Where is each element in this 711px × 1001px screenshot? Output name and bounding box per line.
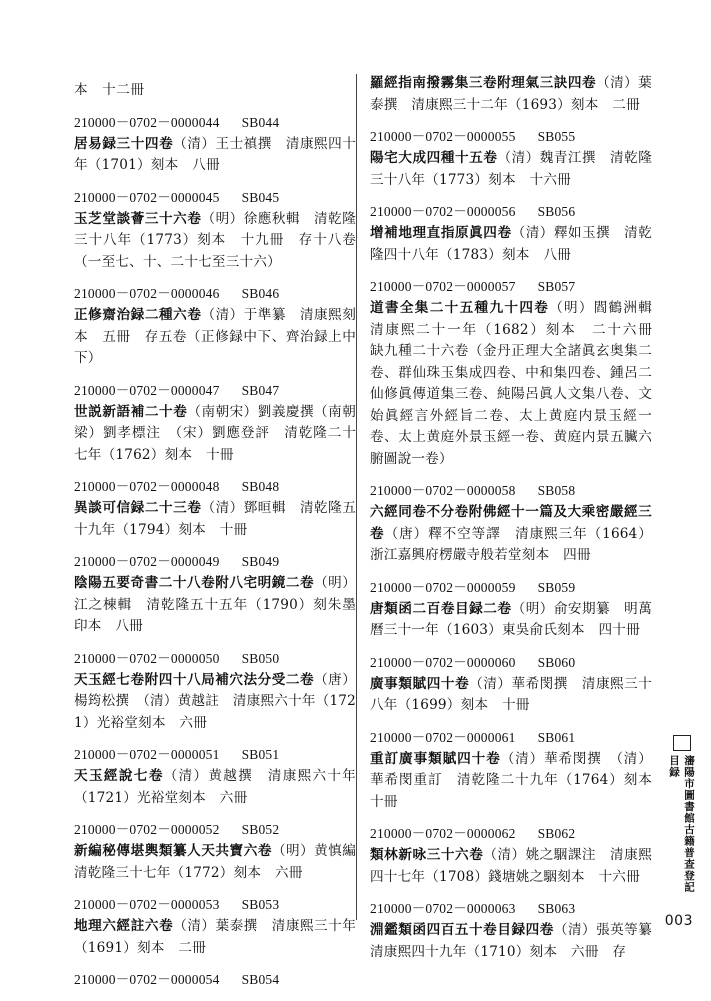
entry-body [370, 749, 666, 814]
entry-sb: SB053 [241, 897, 280, 912]
entry-sb: SB049 [241, 554, 280, 569]
catalog-entry [74, 380, 356, 467]
entry-code: 210000－0702－0000058 [370, 483, 516, 498]
catalog-entry [370, 126, 652, 191]
catalog-entry [74, 744, 356, 809]
entry-title: 玉芝堂談薈三十六卷 [74, 210, 202, 227]
catalog-entry [74, 187, 356, 274]
entry-details: （清）王士禛撰 清康熙四十年（1701）刻本 八冊 [74, 135, 356, 173]
entry-body [370, 674, 652, 717]
entry-code-line [370, 276, 652, 298]
entry-title: 正修齋治録二種六卷 [74, 307, 202, 323]
entry-details: （清）魏青江撰 清乾隆三十八年（1773）刻本 十六冊 [370, 150, 652, 188]
entry-body [370, 845, 652, 888]
entry-details: （唐）釋不空等譯 清康熙三年（1664）浙江嘉興府楞嚴寺般若堂刻本 四冊 [370, 525, 652, 563]
entry-details: （清）鄧晅輯 清乾隆五十九年（1794）刻本 十冊 [74, 500, 356, 538]
entry-title: 唐類函二百卷目録二卷 [370, 600, 512, 617]
entry-sb: SB045 [241, 189, 280, 205]
entry-details: （明）俞安期纂 明萬曆三十一年（1603）東吳俞氏刻本 四十冊 [370, 600, 653, 638]
entry-code-line [370, 126, 652, 148]
catalog-entry [74, 969, 356, 991]
entry-body [370, 148, 652, 191]
entry-code-line [74, 969, 356, 991]
entry-details: （唐）楊筠松撰 （清）黄越註 清康熙六十年（1721）光裕堂刻本 六冊 [74, 671, 356, 731]
entry-code-line [74, 187, 356, 209]
entry-code: 210000－0702－0000056 [370, 204, 516, 219]
entry-code-line [74, 551, 356, 573]
entry-details: （清）釋如玉撰 清乾隆四十八年（1783）刻本 八冊 [370, 225, 653, 263]
entry-body [74, 134, 356, 177]
entry-title: 地理六經註六卷 [74, 918, 174, 934]
entry-code: 210000－0702－0000061 [370, 729, 516, 745]
entry-sb: SB062 [537, 826, 576, 841]
catalog-entry [370, 727, 666, 814]
entry-code-line [74, 744, 356, 766]
catalog-entry [370, 577, 652, 642]
entry-code: 210000－0702－0000059 [370, 579, 516, 595]
entry-title: 居易録三十四卷 [74, 135, 174, 152]
catalog-entry [370, 652, 652, 717]
entry-sb: SB059 [537, 579, 576, 595]
right-column [370, 73, 666, 973]
catalog-entry [370, 898, 666, 963]
entry-body [74, 498, 356, 541]
entry-body [74, 766, 356, 809]
entry-sb: SB048 [241, 479, 280, 494]
entry-sb: SB052 [241, 822, 280, 837]
entry-code-line [370, 727, 652, 749]
entry-code-line [370, 480, 652, 502]
entry-title: 異談可信録二十三卷 [74, 500, 202, 516]
entry-code: 210000－0702－0000063 [370, 901, 516, 916]
entry-body [370, 920, 666, 963]
entry-sb: SB047 [241, 382, 280, 398]
entry-code-line [74, 283, 356, 305]
entry-code: 210000－0702－0000054 [74, 972, 220, 987]
entry-body [74, 573, 356, 638]
entry-details: （南朝宋）劉義慶撰（南朝梁）劉孝標注 （宋）劉應登評 清乾隆二十七年（1762）刻本 十冊 [74, 403, 356, 463]
catalog-entry [370, 480, 652, 567]
entry-body [74, 209, 356, 274]
entry-title: 陰陽五要奇書二十八卷附八宅明鏡二卷 [74, 575, 315, 591]
entry-body [74, 670, 356, 735]
entry-body [74, 916, 356, 959]
entry-details: （明）徐應秋輯 清乾隆三十八年（1773）刻本 十九冊 存十八卷（一至七、十、二十七至三十六） [74, 210, 356, 270]
entry-code: 210000－0702－0000051 [74, 747, 220, 762]
entry-code: 210000－0702－0000046 [74, 286, 220, 301]
entry-sb: SB046 [241, 286, 280, 301]
entry-details: （清）葉泰撰 清康熙三十二年（1693）刻本 二冊 [370, 75, 652, 113]
catalog-entry [74, 551, 356, 638]
entry-body [370, 599, 652, 642]
entry-details: （清）黄越撰 清康熙六十年（1721）光裕堂刻本 六冊 [74, 768, 356, 806]
entry-sb: SB055 [537, 129, 576, 144]
entry-title: 世説新語補二十卷 [74, 403, 188, 420]
continuation-text: 本 十二冊 [74, 82, 145, 98]
entry-title: 新編秘傳堪輿類纂人天共寶六卷 [74, 843, 272, 859]
entry-details: （清）姚之駰課注 清康熙四十七年（1708）錢塘姚之駰刻本 十六冊 [370, 847, 652, 885]
entry-title: 重訂廣事類賦四十卷 [370, 750, 501, 767]
entry-body [74, 841, 370, 884]
entry-sb: SB057 [537, 279, 576, 294]
entry-title: 羅經指南撥霧集三卷附理氣三訣四卷 [370, 75, 597, 91]
entry-code-line [370, 823, 652, 845]
entry-title: 六經同卷不分卷附佛經十一篇及大乘密嚴經三卷 [370, 504, 652, 542]
entry-code: 210000－0702－0000060 [370, 654, 516, 670]
catalog-entry [74, 894, 356, 959]
entry-title: 道書全集二十五種九十四卷 [370, 300, 550, 316]
entry-code: 210000－0702－0000049 [74, 554, 220, 569]
entry-details: （明）閻鶴洲輯 清康熙二十一年（1682）刻本 二十六冊 缺九種二十六卷（金丹正理大全諸眞玄奥集二卷、群仙珠玉集成四卷、中和集四卷、鍾呂二仙修眞傳道集三卷、純陽呂眞人文集八卷、文始眞經言外經旨二卷、太上黄庭内景玉經一卷、太上黄庭外景玉經一卷、黄庭内景五臟六腑圖說一卷） [370, 300, 666, 467]
entry-title: 增補地理直指原眞四卷 [370, 225, 512, 241]
catalog-entry [370, 201, 652, 266]
entry-code-line [370, 652, 652, 674]
catalog-entry [74, 283, 356, 370]
catalog-sidebar [668, 735, 695, 895]
entry-code: 210000－0702－0000044 [74, 114, 220, 130]
entry-body [370, 298, 666, 470]
entry-details: （明）黄慎編 清乾隆三十七年（1772）刻本 六冊 [74, 843, 370, 881]
entry-sb: SB051 [241, 747, 280, 762]
catalog-entry [74, 476, 356, 541]
catalog-entry [74, 819, 370, 884]
entry-title: 陽宅大成四種十五卷 [370, 150, 498, 166]
entry-title: 廣事類賦四十卷 [370, 675, 470, 692]
entry-sb: SB054 [241, 972, 280, 987]
entry-sb: SB060 [537, 654, 576, 670]
sidebar-title: 瀋陽市圖書館古籍普查登記目録 [668, 754, 695, 893]
entry-title: 天玉經說七卷 [74, 768, 164, 784]
entry-code-line [74, 476, 356, 498]
catalog-entry [370, 73, 652, 116]
entry-details: （清）華希閔撰 （清）華希閔重訂 清乾隆二十九年（1764）刻本 十冊 [370, 750, 666, 810]
entry-code: 210000－0702－0000053 [74, 897, 220, 912]
column-divider [356, 74, 357, 920]
catalog-entry [370, 276, 666, 470]
entry-body [74, 305, 356, 370]
entry-code: 210000－0702－0000057 [370, 279, 516, 294]
catalog-entry [74, 648, 356, 735]
entry-details: （清）華希閔撰 清康熙三十八年（1699）刻本 十冊 [370, 675, 652, 713]
entry-code-line [370, 898, 652, 920]
entry-code: 210000－0702－0000052 [74, 822, 220, 837]
entry-title: 天玉經七卷附四十八局補穴法分受二卷 [74, 671, 315, 688]
entry-sb: SB061 [537, 729, 576, 745]
catalog-entry [370, 823, 652, 888]
left-column [74, 80, 370, 1001]
entry-sb: SB058 [537, 483, 576, 498]
entry-body [370, 73, 652, 116]
entry-details: （明）江之棟輯 清乾隆五十五年（1790）刻朱墨印本 八冊 [74, 575, 356, 634]
entry-code: 210000－0702－0000047 [74, 382, 220, 398]
entry-code: 210000－0702－0000045 [74, 189, 220, 205]
entry-sb: SB056 [537, 204, 576, 219]
entry-title: 淵鑑類函四百五十卷目録四卷 [370, 922, 554, 938]
entry-body [370, 223, 652, 266]
entry-code-line [370, 201, 652, 223]
entry-code-line [74, 648, 356, 670]
entry-details: （清）張英等纂 清康熙四十九年（1710）刻本 六冊 存 [370, 922, 666, 960]
entry-code-line [370, 577, 652, 599]
entry-code: 210000－0702－0000050 [74, 650, 220, 666]
entry-sb: SB050 [241, 650, 280, 666]
entry-code-line [74, 819, 356, 841]
entry-code: 210000－0702－0000055 [370, 129, 516, 144]
entry-code: 210000－0702－0000048 [74, 479, 220, 494]
entry-details: （清）葉泰撰 清康熙三十年（1691）刻本 二冊 [74, 918, 356, 956]
page-number: 003 [664, 913, 693, 929]
entry-sb: SB063 [537, 901, 576, 916]
entry-code-line [74, 380, 356, 402]
entry-sb: SB044 [241, 114, 280, 130]
square-box-icon [673, 735, 691, 751]
entry-body [370, 502, 652, 567]
entry-code: 210000－0702－0000062 [370, 826, 516, 841]
entry-details: （清）于準纂 清康熙刻本 五冊 存五卷（正修録中下、齊治録上中下） [74, 307, 356, 366]
entry-code-line [74, 112, 356, 134]
catalog-entry [74, 112, 356, 177]
entry-title: 類林新咏三十六卷 [370, 847, 484, 863]
entry-code-line [74, 894, 356, 916]
entry-body [74, 402, 356, 467]
